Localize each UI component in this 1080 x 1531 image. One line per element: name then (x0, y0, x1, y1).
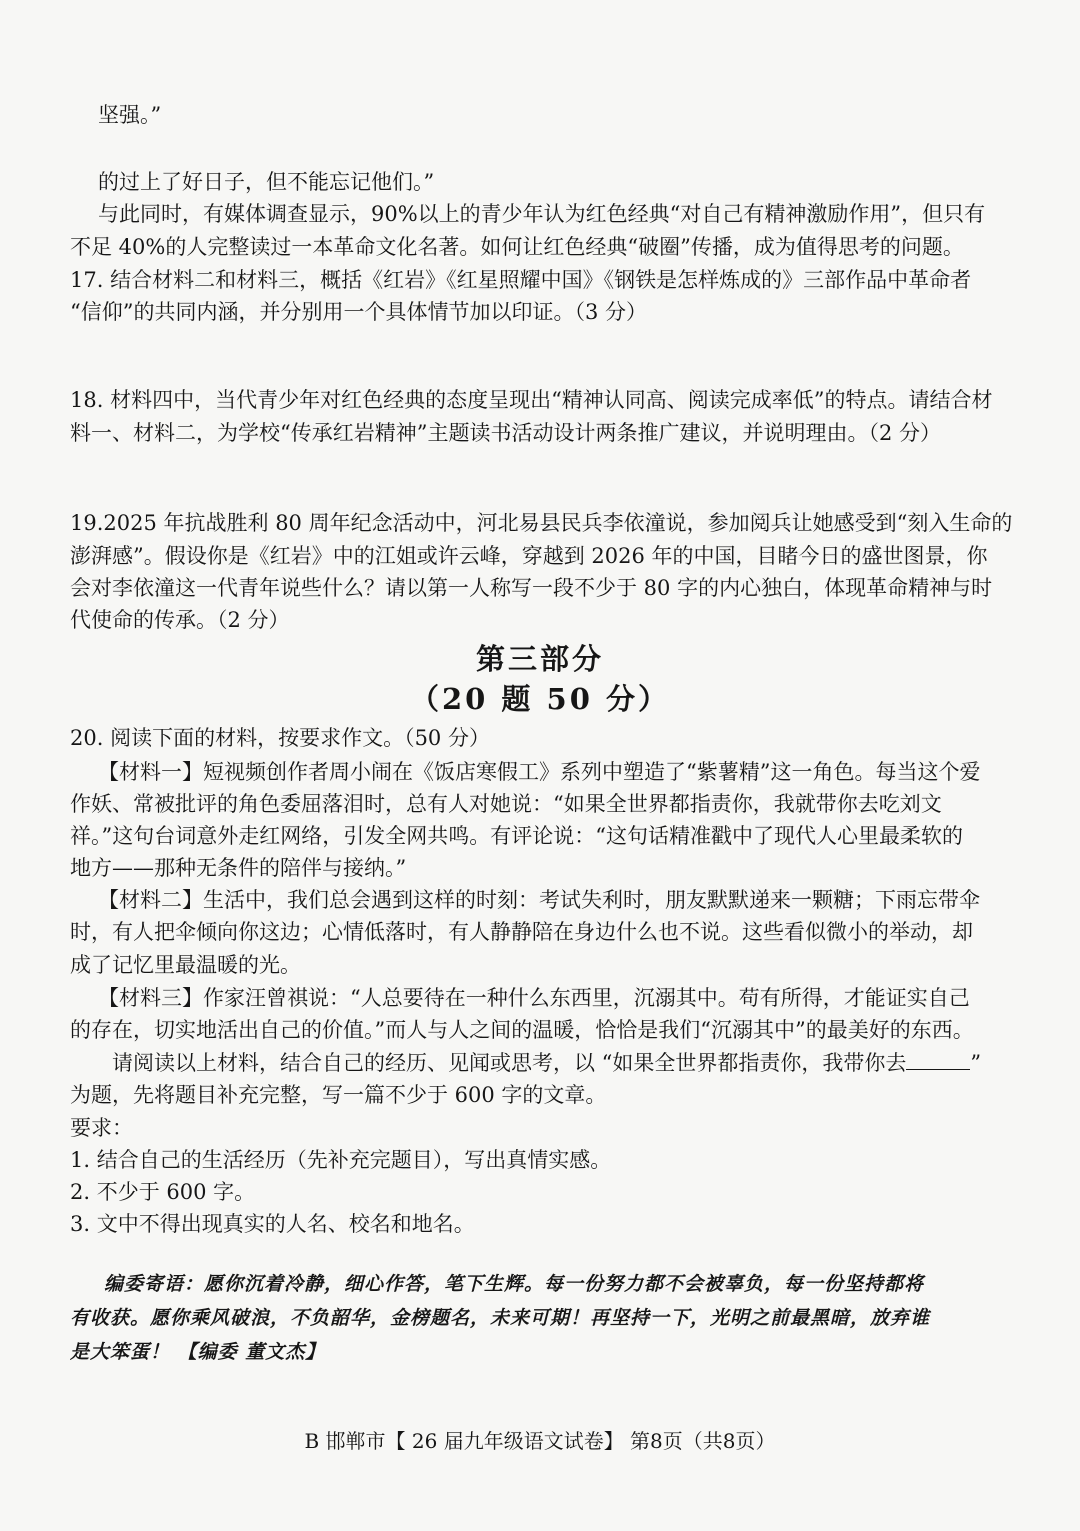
essay-prompt-text: 请阅读以上材料，结合自己的经历、见闻或思考，以 “如果全世界都指责你，我带你去 (112, 1051, 907, 1075)
material-3-line-2: 的存在，切实地活出自己的价值。”而人与人之间的温暖，恰恰是我们“沉溺其中”的最美好的东西。 (70, 1018, 974, 1042)
part-3-subtitle: （20 题 50 分） (409, 682, 670, 716)
essay-prompt-close-quote: ” (970, 1051, 982, 1075)
material-1-line-2: 作妖、常被批评的角色委屈落泪时，总有人对她说：“如果全世界都指责你，我就带你去吃刘文 (70, 792, 942, 816)
material-2-line-2: 时，有人把伞倾向你这边；心情低落时，有人静静陪在身边什么也不说。这些看似微小的举动，却 (70, 920, 973, 944)
question-19-line-4: 代使命的传承。（2 分） (70, 608, 290, 632)
question-19-line-1: 19.2025 年抗战胜利 80 周年纪念活动中，河北易县民兵李依潼说，参加阅兵让她感受到“刻入生命的 (70, 511, 1013, 535)
material-2-line-1: 【材料二】生活中，我们总会遇到这样的时刻：考试失利时，朋友默默递来一颗糖；下雨忘带伞 (98, 888, 980, 912)
survey-line-1: 与此同时，有媒体调查显示，90%以上的青少年认为红色经典“对自己有精神激励作用”，但只有 (98, 202, 986, 226)
requirements-title: 要求： (70, 1116, 133, 1140)
quote-1-line-2: 坚强。” (98, 103, 162, 127)
material-2-line-3: 成了记忆里最温暖的光。 (70, 953, 301, 977)
quote-2-line-2: 的过上了好日子，但不能忘记他们。” (98, 170, 435, 194)
question-19-line-2: 澎湃感”。假设你是《红岩》中的江姐或许云峰，穿越到 2026 年的中国，目睹今日的盛世图景，你 (70, 544, 988, 568)
editor-note-line-3: 是大笨蛋！ 【编委 董文杰】 (70, 1341, 326, 1363)
title-blank (906, 1047, 970, 1070)
essay-prompt-line-2: 为题，先将题目补充完整，写一篇不少于 600 字的文章。 (70, 1083, 607, 1107)
requirement-1: 1. 结合自己的生活经历（先补充完题目），写出真情实感。 (70, 1148, 612, 1172)
requirement-2: 2. 不少于 600 字。 (70, 1180, 256, 1204)
question-17-line-2: “信仰”的共同内涵，并分别用一个具体情节加以印证。（3 分） (70, 300, 648, 324)
question-17-line-1: 17. 结合材料二和材料三，概括《红岩》《红星照耀中国》《钢铁是怎样炼成的》三部作品中革命者 (70, 268, 972, 292)
question-19-line-3: 会对李依潼这一代青年说些什么？请以第一人称写一段不少于 80 字的内心独白，体现革命精神与时 (70, 576, 993, 600)
material-1-line-4: 地方——那种无条件的陪伴与接纳。” (70, 856, 407, 880)
question-18-line-1: 18. 材料四中，当代青少年对红色经典的态度呈现出“精神认同高、阅读完成率低”的特点。请结合材 (70, 388, 993, 412)
material-3-line-1: 【材料三】作家汪曾祺说：“人总要待在一种什么东西里，沉溺其中。苟有所得，才能证实自己 (98, 986, 970, 1010)
essay-prompt-line-1 (112, 1047, 1062, 1078)
question-20-intro: 20. 阅读下面的材料，按要求作文。（50 分） (70, 726, 490, 750)
editor-note-line-1: 编委寄语：愿你沉着冷静，细心作答，笔下生辉。每一份努力都不会被辜负，每一份坚持都将 (104, 1273, 925, 1295)
material-1-line-3: 祥。”这句台词意外走红网络，引发全网共鸣。有评论说：“这句话精准戳中了现代人心里最柔软的 (70, 824, 963, 848)
editor-note-line-2: 有收获。愿你乘风破浪，不负韶华，金榜题名，未来可期！再坚持一下，光明之前最黑暗，放弃谁 (70, 1307, 931, 1329)
part-3-title: 第三部分 (475, 642, 604, 676)
question-18-line-2: 料一、材料二，为学校“传承红岩精神”主题读书活动设计两条推广建议，并说明理由。（2 分） (70, 421, 942, 445)
requirement-3: 3. 文中不得出现真实的人名、校名和地名。 (70, 1212, 475, 1236)
page-footer: B 邯郸市【 26 届九年级语文试卷】 第8页（共8页） (304, 1429, 776, 1453)
material-1-line-1: 【材料一】短视频创作者周小闹在《饭店寒假工》系列中塑造了“紫薯精”这一角色。每当这个爱 (98, 760, 981, 784)
survey-line-2: 不足 40%的人完整读过一本革命文化名著。如何让红色经典“破圈”传播，成为值得思考的问题。 (70, 235, 964, 259)
